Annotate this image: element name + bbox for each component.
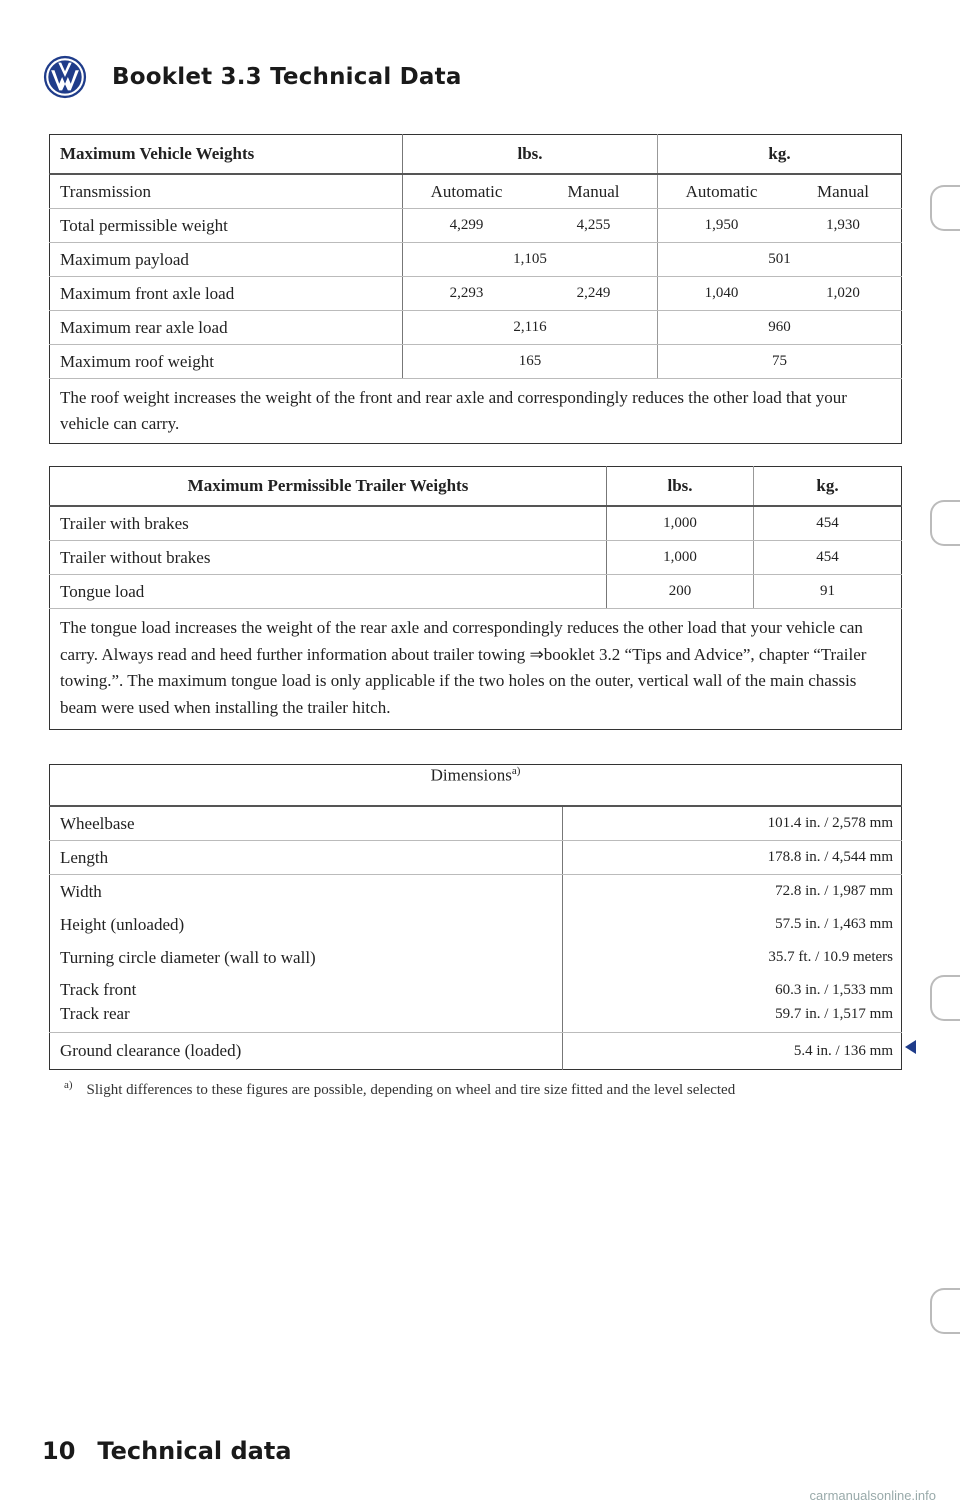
table-row [50,311,902,345]
table-row [50,209,902,243]
dimensions-heading: Dimensions [430,765,512,785]
manual-kg-header: Manual [785,174,902,209]
row-label: Track front [60,980,137,999]
table-row [50,174,902,209]
table-cell: 1,930 [785,209,902,243]
table-row [50,875,902,1033]
footnote-ref: a) [511,765,521,777]
table-header-row [50,467,902,507]
table-row [50,841,902,875]
unit-kg-header: kg. [754,467,902,507]
table-cell: 59.7 in. / 1,517 mm [775,1006,893,1022]
section-end-arrow-icon [905,1040,916,1054]
table-cell: 35.7 ft. / 10.9 meters [768,949,893,965]
table-cell: 72.8 in. / 1,987 mm [775,883,893,899]
table-note: The roof weight increases the weight of the front and rear axle and correspondingly reduces the other load that your vehicle can carry. [60,388,847,433]
trailer-weights-table [49,466,902,730]
automatic-kg-header: Automatic [658,174,786,209]
table-row [50,243,902,277]
side-tab-marker [930,500,960,546]
page-number: 10 [42,1437,76,1465]
table-cell: 60.3 in. / 1,533 mm [775,982,893,998]
table-cell: 165 [403,345,658,379]
footnote-text: Slight differences to these figures are possible, depending on wheel and tire size fitted and the level selected [86,1082,736,1098]
table-header-row [50,765,902,807]
table-cell: 960 [658,311,902,345]
manual-lbs-header: Manual [530,174,658,209]
table-cell: 501 [658,243,902,277]
row-label: Maximum front axle load [50,277,403,311]
side-tab-marker [930,1288,960,1334]
table-cell: 75 [658,345,902,379]
row-label: Tongue load [50,575,607,609]
footnote [64,1074,884,1102]
unit-lbs-header: lbs. [607,467,754,507]
row-label: Maximum payload [50,243,403,277]
table-row [50,575,902,609]
table-cell: 4,299 [403,209,531,243]
row-label: Maximum roof weight [50,345,403,379]
footer-label: Technical data [97,1437,292,1465]
table-cell: 2,116 [403,311,658,345]
table-heading: Maximum Vehicle Weights [50,135,403,175]
table-heading [50,765,902,807]
row-label: Trailer without brakes [50,541,607,575]
row-label: Ground clearance (loaded) [50,1033,563,1070]
table-cell: 454 [754,506,902,541]
page-title: Booklet 3.3 Technical Data [112,64,462,90]
row-label: Track rear [60,1004,130,1023]
table-row [50,541,902,575]
table-cell: 1,020 [785,277,902,311]
table-row [50,345,902,379]
value-group [563,875,902,1033]
table-cell: 1,950 [658,209,786,243]
row-label-group [50,875,563,1033]
row-label: Total permissible weight [50,209,403,243]
table-cell: 454 [754,541,902,575]
table-cell: 4,255 [530,209,658,243]
automatic-lbs-header: Automatic [403,174,531,209]
vw-logo-icon [42,54,88,100]
table-heading: Maximum Permissible Trailer Weights [50,467,607,507]
footnote-marker: a) [64,1079,73,1091]
row-label: Length [50,841,563,875]
vehicle-weights-table [49,134,902,444]
row-label: Height (unloaded) [60,915,185,934]
table-header-row [50,135,902,175]
table-note: The tongue load increases the weight of the rear axle and correspondingly reduces the other load that your vehicle can carry. Always read and heed further information about trailer towing ⇒booklet 3.2 “Tips and Advice”, chapter “Trailer towing.”. The maximum tongue load is only applicable if the two holes on the outer, vertical wall of the main chassis beam were used when installing the trailer hitch. [60,618,867,717]
dimensions-table [49,764,902,1070]
unit-lbs-header: lbs. [403,135,658,175]
table-row [50,806,902,841]
watermark: carmanualsonline.info [809,1488,936,1503]
table-cell: 2,249 [530,277,658,311]
side-tab-marker [930,975,960,1021]
table-note-row [50,379,902,444]
row-label: Maximum rear axle load [50,311,403,345]
table-cell: 1,040 [658,277,786,311]
row-label: Width [60,882,102,901]
table-cell: 91 [754,575,902,609]
table-cell: 57.5 in. / 1,463 mm [775,916,893,932]
table-cell: 1,000 [607,541,754,575]
row-label: Turning circle diameter (wall to wall) [60,948,316,967]
table-cell: 2,293 [403,277,531,311]
table-cell: 178.8 in. / 4,544 mm [563,841,902,875]
table-row [50,277,902,311]
row-label: Transmission [50,174,403,209]
side-tab-marker [930,185,960,231]
table-cell: 200 [607,575,754,609]
row-label: Trailer with brakes [50,506,607,541]
table-row [50,506,902,541]
page-header [42,52,462,102]
table-note-row [50,609,902,730]
table-row [50,1033,902,1070]
table-cell: 1,105 [403,243,658,277]
unit-kg-header: kg. [658,135,902,175]
page-footer [42,1437,292,1465]
row-label: Wheelbase [50,806,563,841]
table-cell: 101.4 in. / 2,578 mm [563,806,902,841]
table-cell: 5.4 in. / 136 mm [793,1042,893,1059]
table-cell: 1,000 [607,506,754,541]
